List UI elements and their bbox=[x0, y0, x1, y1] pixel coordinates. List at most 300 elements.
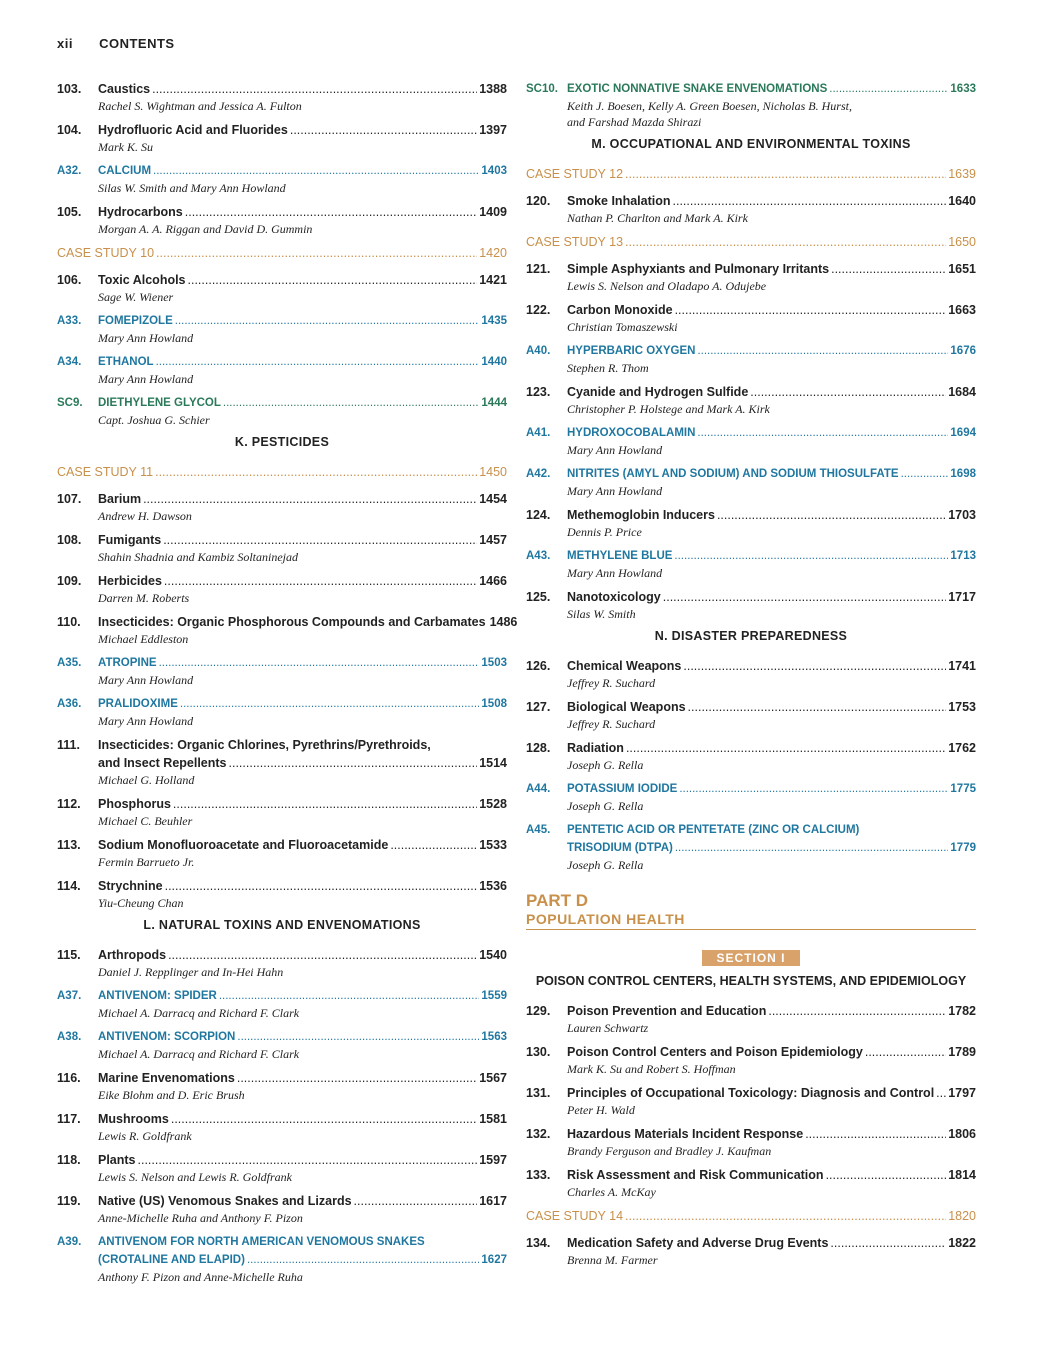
leader-dots bbox=[138, 1151, 478, 1169]
antidote-entry[interactable] bbox=[526, 465, 976, 499]
entry-line bbox=[57, 271, 507, 289]
antidote-entry[interactable] bbox=[57, 695, 507, 729]
entry-number: SC10. bbox=[526, 83, 558, 95]
leader-dots bbox=[152, 80, 477, 98]
entry-title[interactable]: Poison Control Centers and Poison Epidemiology bbox=[567, 1045, 863, 1059]
entry-authors: Mary Ann Howland bbox=[567, 566, 663, 580]
chapter-entry[interactable] bbox=[57, 271, 507, 305]
entry-title[interactable]: ANTIVENOM: SCORPION bbox=[98, 1031, 236, 1043]
entry-authors: Michael A. Darracq and Richard F. Clark bbox=[98, 1047, 300, 1061]
chapter-entry[interactable] bbox=[526, 1166, 976, 1200]
leader-dots bbox=[155, 463, 477, 481]
leader-dots bbox=[156, 353, 480, 371]
entry-number: A38. bbox=[57, 1031, 82, 1043]
entry-line bbox=[526, 383, 976, 401]
entry-authors: Jeffrey R. Suchard bbox=[567, 676, 656, 690]
entry-number: A44. bbox=[526, 783, 551, 795]
chapter-entry[interactable] bbox=[526, 1043, 976, 1077]
entry-title[interactable]: FOMEPIZOLE bbox=[98, 315, 173, 327]
chapter-entry[interactable] bbox=[526, 260, 976, 294]
entry-title[interactable]: ANTIVENOM: SPIDER bbox=[98, 990, 217, 1002]
entry-title[interactable]: Cyanide and Hydrogen Sulfide bbox=[567, 385, 749, 399]
leader-dots bbox=[768, 1002, 946, 1020]
entry-number: A37. bbox=[57, 990, 82, 1002]
entry-line bbox=[526, 301, 976, 319]
entry-authors: Rachel S. Wightman and Jessica A. Fulton bbox=[98, 99, 302, 113]
entry-title[interactable]: NITRITES (AMYL AND SODIUM) AND SODIUM THIOSULFATE bbox=[567, 468, 899, 480]
entry-line bbox=[526, 165, 976, 183]
chapter-entry[interactable] bbox=[57, 613, 518, 647]
entry-line bbox=[526, 1166, 976, 1184]
entry-title[interactable]: Biological Weapons bbox=[567, 700, 686, 714]
entry-line bbox=[526, 739, 976, 757]
entry-page-number: 1627 bbox=[481, 1254, 507, 1266]
antidote-entry[interactable] bbox=[57, 162, 507, 196]
entry-page-number: 1409 bbox=[479, 205, 507, 219]
entry-authors: Shahin Shadnia and Kambiz Soltaninejad bbox=[98, 550, 299, 564]
leader-dots bbox=[663, 588, 946, 606]
chapter-entry[interactable] bbox=[526, 1234, 976, 1268]
entry-page-number: 1775 bbox=[950, 783, 976, 795]
entry-line bbox=[57, 162, 507, 180]
part-label: PART D bbox=[526, 891, 589, 910]
entry-page-number: 1457 bbox=[479, 533, 507, 547]
chapter-entry[interactable] bbox=[526, 588, 976, 622]
entry-authors: Brenna M. Farmer bbox=[567, 1253, 658, 1267]
entry-page-number: 1684 bbox=[948, 385, 976, 399]
entry-page-number: 1741 bbox=[948, 659, 976, 673]
entry-authors: Mary Ann Howland bbox=[98, 673, 194, 687]
entry-number: 111. bbox=[57, 738, 80, 752]
antidote-entry[interactable] bbox=[526, 424, 976, 458]
entry-number: A41. bbox=[526, 427, 551, 439]
entry-page-number: 1454 bbox=[479, 492, 507, 506]
entry-title[interactable]: HYPERBARIC OXYGEN bbox=[567, 345, 696, 357]
entry-line bbox=[526, 1002, 976, 1020]
entry-number: 132. bbox=[526, 1127, 551, 1141]
entry-line bbox=[526, 424, 976, 442]
leader-dots bbox=[237, 1028, 479, 1046]
entry-title-first: Insecticides: Organic Chlorines, Pyrethrins/Pyrethroids, bbox=[98, 738, 431, 752]
entry-title[interactable]: Barium bbox=[98, 492, 142, 506]
section-heading: L. NATURAL TOXINS AND ENVENOMATIONS bbox=[143, 918, 421, 932]
case-study-entry[interactable] bbox=[57, 463, 507, 481]
entry-authors: Lauren Schwartz bbox=[567, 1021, 649, 1035]
entry-authors: Silas W. Smith and Mary Ann Howland bbox=[98, 181, 286, 195]
entry-page-number: 1814 bbox=[948, 1168, 976, 1182]
entry-page-number: 1421 bbox=[479, 273, 507, 287]
entry-number: 116. bbox=[57, 1071, 81, 1085]
entry-page-number: 1450 bbox=[479, 465, 507, 479]
entry-number: 121. bbox=[526, 262, 551, 276]
part-entries bbox=[526, 1002, 976, 1268]
entry-authors: Keith J. Boesen, Kelly A. Green Boesen, Nicholas B. Hurst, bbox=[567, 99, 852, 113]
entry-title[interactable]: CASE STUDY 10 bbox=[57, 246, 155, 260]
entry-number: 120. bbox=[526, 194, 551, 208]
entry-title[interactable]: ETHANOL bbox=[98, 356, 154, 368]
antidote-entry[interactable] bbox=[57, 312, 507, 346]
entry-title[interactable]: Carbon Monoxide bbox=[567, 303, 673, 317]
entry-title-line bbox=[526, 821, 976, 839]
special-consideration-entry[interactable] bbox=[526, 80, 976, 130]
chapter-entry[interactable] bbox=[57, 836, 507, 870]
leader-dots bbox=[625, 165, 946, 183]
entry-title[interactable]: Medication Safety and Adverse Drug Events bbox=[567, 1236, 829, 1250]
chapter-entry[interactable] bbox=[57, 1192, 507, 1226]
entry-page-number: 1753 bbox=[948, 700, 976, 714]
chapter-entry[interactable] bbox=[526, 506, 976, 540]
entry-title[interactable]: POTASSIUM IODIDE bbox=[567, 783, 678, 795]
entry-line bbox=[526, 839, 976, 857]
chapter-entry[interactable] bbox=[57, 946, 507, 980]
entry-page-number: 1503 bbox=[481, 657, 507, 669]
chapter-entry[interactable] bbox=[57, 1110, 507, 1144]
leader-dots bbox=[936, 1084, 946, 1102]
entry-title[interactable]: ATROPINE bbox=[98, 657, 157, 669]
entry-title[interactable]: HYDROXOCOBALAMIN bbox=[567, 427, 696, 439]
chapter-entry[interactable] bbox=[526, 301, 976, 335]
entry-line bbox=[57, 1028, 507, 1046]
entry-title[interactable]: TRISODIUM (DTPA) bbox=[567, 842, 673, 854]
entry-title[interactable]: PRALIDOXIME bbox=[98, 698, 178, 710]
entry-number: 117. bbox=[57, 1112, 81, 1126]
special-consideration-entry[interactable] bbox=[57, 394, 507, 428]
entry-title[interactable]: Chemical Weapons bbox=[567, 659, 682, 673]
entry-line bbox=[57, 946, 507, 964]
entry-title[interactable]: Nanotoxicology bbox=[567, 590, 661, 604]
entry-page-number: 1797 bbox=[948, 1086, 976, 1100]
entry-line bbox=[57, 836, 507, 854]
leader-dots bbox=[143, 490, 477, 508]
entry-page-number: 1633 bbox=[950, 83, 976, 95]
leader-dots bbox=[223, 394, 480, 412]
entry-title[interactable]: Smoke Inhalation bbox=[567, 194, 671, 208]
entry-line bbox=[57, 80, 507, 98]
entry-page-number: 1563 bbox=[481, 1031, 507, 1043]
leader-dots bbox=[175, 312, 480, 330]
entry-title[interactable]: Arthropods bbox=[98, 948, 167, 962]
entry-number: 119. bbox=[57, 1194, 81, 1208]
entry-authors: Michael C. Beuhler bbox=[98, 814, 193, 828]
entry-page-number: 1403 bbox=[481, 165, 507, 177]
leader-dots bbox=[750, 383, 946, 401]
entry-page-number: 1559 bbox=[481, 990, 507, 1002]
chapter-entry[interactable] bbox=[526, 739, 976, 773]
chapter-entry[interactable] bbox=[57, 531, 507, 565]
entry-title[interactable]: (CROTALINE AND ELAPID) bbox=[98, 1254, 245, 1266]
entry-title[interactable]: Sodium Monofluoroacetate and Fluoroacetamide bbox=[98, 838, 389, 852]
entry-title[interactable]: Strychnine bbox=[98, 879, 163, 893]
chapter-entry[interactable] bbox=[57, 1069, 507, 1103]
entry-authors: Sage W. Wiener bbox=[98, 290, 174, 304]
running-title: CONTENTS bbox=[99, 36, 175, 51]
entry-title[interactable]: Fumigants bbox=[98, 533, 162, 547]
section-badge: SECTION I bbox=[702, 950, 800, 966]
entry-title[interactable]: Herbicides bbox=[98, 574, 162, 588]
entry-authors: Mary Ann Howland bbox=[98, 714, 194, 728]
leader-dots bbox=[697, 342, 948, 360]
entry-page-number: 1388 bbox=[479, 82, 507, 96]
entry-number: 125. bbox=[526, 590, 551, 604]
entry-title[interactable]: EXOTIC NONNATIVE SNAKE ENVENOMATIONS bbox=[567, 83, 828, 95]
entry-page-number: 1466 bbox=[479, 574, 507, 588]
leader-dots bbox=[717, 506, 946, 524]
entry-line bbox=[526, 342, 976, 360]
entry-title[interactable]: Insecticides: Organic Phosphorous Compounds and Carbamates bbox=[98, 615, 486, 629]
entry-line bbox=[526, 547, 976, 565]
entry-number: 122. bbox=[526, 303, 551, 317]
entry-page-number: 1650 bbox=[948, 235, 976, 249]
entry-title[interactable]: Mushrooms bbox=[98, 1112, 169, 1126]
entry-title[interactable]: CASE STUDY 12 bbox=[526, 167, 624, 181]
entry-authors: Silas W. Smith bbox=[567, 607, 636, 621]
entry-line bbox=[526, 1084, 976, 1102]
antidote-entry[interactable] bbox=[57, 1233, 507, 1285]
entry-line bbox=[57, 1251, 507, 1269]
entry-number: 130. bbox=[526, 1045, 551, 1059]
entry-title[interactable]: Caustics bbox=[98, 82, 151, 96]
entry-number: A45. bbox=[526, 824, 551, 836]
entry-line bbox=[57, 531, 507, 549]
antidote-entry[interactable] bbox=[57, 654, 507, 688]
antidote-entry[interactable] bbox=[526, 342, 976, 376]
entry-title[interactable]: Native (US) Venomous Snakes and Lizards bbox=[98, 1194, 352, 1208]
section-heading: N. DISASTER PREPAREDNESS bbox=[654, 629, 848, 643]
antidote-entry[interactable] bbox=[57, 987, 507, 1021]
entry-number: 128. bbox=[526, 741, 551, 755]
entry-title[interactable]: Radiation bbox=[567, 741, 624, 755]
entry-page-number: 1540 bbox=[479, 948, 507, 962]
leader-dots bbox=[188, 271, 478, 289]
leader-dots bbox=[180, 695, 480, 713]
entry-line bbox=[57, 312, 507, 330]
entry-title[interactable]: CASE STUDY 11 bbox=[57, 465, 154, 479]
chapter-entry[interactable] bbox=[526, 698, 976, 732]
entry-line bbox=[526, 1234, 976, 1252]
entry-number: 129. bbox=[526, 1004, 551, 1018]
entry-line bbox=[57, 754, 507, 772]
antidote-entry[interactable] bbox=[526, 821, 976, 873]
entry-line bbox=[526, 506, 976, 524]
entry-authors: Morgan A. A. Riggan and David D. Gummin bbox=[98, 222, 313, 236]
entry-line bbox=[526, 1207, 976, 1225]
toc-left-column bbox=[57, 80, 518, 1292]
entry-authors: Christian Tomaszewski bbox=[567, 320, 678, 334]
entry-number: 127. bbox=[526, 700, 551, 714]
entry-title-line bbox=[57, 736, 507, 754]
entry-page-number: 1820 bbox=[948, 1209, 976, 1223]
entry-page-number: 1676 bbox=[950, 345, 976, 357]
chapter-entry[interactable] bbox=[526, 1084, 976, 1118]
entry-title-line bbox=[57, 1233, 507, 1251]
entry-authors: Mary Ann Howland bbox=[567, 484, 663, 498]
entry-page-number: 1762 bbox=[948, 741, 976, 755]
page-number: xii bbox=[57, 36, 73, 51]
toc-right-column bbox=[526, 80, 976, 1275]
chapter-entry[interactable] bbox=[57, 736, 507, 788]
entry-authors: Peter H. Wald bbox=[567, 1103, 635, 1117]
entry-line bbox=[57, 353, 507, 371]
chapter-entry[interactable] bbox=[57, 80, 507, 114]
page-header bbox=[57, 36, 175, 51]
entry-line bbox=[57, 394, 507, 412]
entry-page-number: 1533 bbox=[479, 838, 507, 852]
entry-number: A42. bbox=[526, 468, 551, 480]
entry-title[interactable]: Toxic Alcohols bbox=[98, 273, 186, 287]
leader-dots bbox=[688, 698, 947, 716]
entry-authors: Mark K. Su bbox=[98, 140, 153, 154]
leader-dots bbox=[826, 1166, 947, 1184]
chapter-entry[interactable] bbox=[57, 490, 507, 524]
entry-authors: Anne-Michelle Ruha and Anthony F. Pizon bbox=[98, 1211, 303, 1225]
entry-line bbox=[526, 657, 976, 675]
chapter-entry[interactable] bbox=[57, 1151, 507, 1185]
entry-line bbox=[526, 80, 976, 98]
chapter-entry[interactable] bbox=[57, 121, 507, 155]
entry-line bbox=[526, 780, 976, 798]
entry-authors: Dennis P. Price bbox=[567, 525, 642, 539]
chapter-entry[interactable] bbox=[526, 657, 976, 691]
entry-line bbox=[57, 1110, 507, 1128]
chapter-entry[interactable] bbox=[57, 877, 507, 911]
entry-number: 134. bbox=[526, 1236, 551, 1250]
entry-page-number: 1486 bbox=[489, 615, 518, 629]
entry-page-number: 1703 bbox=[948, 508, 976, 522]
entry-page-number: 1806 bbox=[948, 1127, 976, 1141]
leader-dots bbox=[673, 192, 947, 210]
entry-number: 106. bbox=[57, 273, 82, 287]
entry-page-number: 1397 bbox=[479, 123, 507, 137]
entry-line bbox=[57, 121, 507, 139]
entry-title[interactable]: Hydrocarbons bbox=[98, 205, 183, 219]
leader-dots bbox=[168, 946, 477, 964]
antidote-entry[interactable] bbox=[526, 547, 976, 581]
leader-dots bbox=[390, 836, 477, 854]
entry-page-number: 1651 bbox=[948, 262, 976, 276]
entry-title[interactable]: Phosphorus bbox=[98, 797, 171, 811]
entry-page-number: 1508 bbox=[481, 698, 507, 710]
entry-number: 114. bbox=[57, 879, 81, 893]
entry-page-number: 1639 bbox=[948, 167, 976, 181]
entry-page-number: 1782 bbox=[948, 1004, 976, 1018]
case-study-entry[interactable] bbox=[57, 244, 507, 262]
entry-authors: Mark K. Su and Robert S. Hoffman bbox=[567, 1062, 736, 1076]
chapter-entry[interactable] bbox=[57, 203, 507, 237]
case-study-entry[interactable] bbox=[526, 233, 976, 251]
entry-authors: Capt. Joshua G. Schier bbox=[98, 413, 210, 427]
leader-dots bbox=[831, 260, 946, 278]
entry-number: 133. bbox=[526, 1168, 551, 1182]
entry-number: 113. bbox=[57, 838, 81, 852]
leader-dots bbox=[185, 203, 477, 221]
entry-line bbox=[526, 465, 976, 483]
entry-page-number: 1779 bbox=[950, 842, 976, 854]
entry-title[interactable]: Marine Envenomations bbox=[98, 1071, 235, 1085]
chapter-entry[interactable] bbox=[526, 1125, 976, 1159]
antidote-entry[interactable] bbox=[57, 1028, 507, 1062]
chapter-entry[interactable] bbox=[526, 192, 976, 226]
entry-title[interactable]: Principles of Occupational Toxicology: Diagnosis and Control bbox=[567, 1086, 935, 1100]
entry-title[interactable]: DIETHYLENE GLYCOL bbox=[98, 397, 221, 409]
entry-number: SC9. bbox=[57, 397, 83, 409]
entry-line bbox=[526, 588, 976, 606]
leader-dots bbox=[625, 233, 946, 251]
entry-title[interactable]: Plants bbox=[98, 1153, 136, 1167]
entry-page-number: 1444 bbox=[481, 397, 507, 409]
entry-title[interactable]: Simple Asphyxiants and Pulmonary Irritants bbox=[567, 262, 830, 276]
entry-title[interactable]: and Insect Repellents bbox=[98, 756, 227, 770]
entry-page-number: 1597 bbox=[479, 1153, 507, 1167]
entry-title[interactable]: Hydrofluoric Acid and Fluorides bbox=[98, 123, 288, 137]
case-study-entry[interactable] bbox=[526, 165, 976, 183]
entry-line bbox=[57, 203, 507, 221]
entry-page-number: 1663 bbox=[948, 303, 976, 317]
entry-title[interactable]: Poison Prevention and Education bbox=[567, 1004, 767, 1018]
entry-title[interactable]: Methemoglobin Inducers bbox=[567, 508, 715, 522]
entry-line bbox=[57, 987, 507, 1005]
entry-authors: Lewis R. Goldfrank bbox=[98, 1129, 192, 1143]
leader-dots bbox=[171, 1110, 477, 1128]
entry-authors: Christopher P. Holstege and Mark A. Kirk bbox=[567, 402, 770, 416]
antidote-entry[interactable] bbox=[526, 780, 976, 814]
leader-dots bbox=[830, 1234, 946, 1252]
entry-page-number: 1694 bbox=[950, 427, 976, 439]
entry-number: 110. bbox=[57, 615, 81, 629]
entry-line bbox=[57, 877, 507, 895]
entry-authors: Anthony F. Pizon and Anne-Michelle Ruha bbox=[98, 1270, 303, 1284]
leader-dots bbox=[237, 1069, 477, 1087]
entry-line bbox=[57, 463, 507, 481]
part-d bbox=[526, 891, 976, 1268]
entry-title[interactable]: CASE STUDY 14 bbox=[526, 1209, 624, 1223]
entry-line bbox=[57, 695, 507, 713]
chapter-entry[interactable] bbox=[526, 1002, 976, 1036]
entry-title[interactable]: Risk Assessment and Risk Communication bbox=[567, 1168, 824, 1182]
chapter-entry[interactable] bbox=[57, 795, 507, 829]
entry-page-number: 1528 bbox=[479, 797, 507, 811]
entry-page-number: 1514 bbox=[479, 756, 507, 770]
entry-page-number: 1617 bbox=[479, 1194, 507, 1208]
entry-authors: Michael G. Holland bbox=[98, 773, 195, 787]
entry-page-number: 1789 bbox=[948, 1045, 976, 1059]
entry-authors: Joseph G. Rella bbox=[567, 758, 644, 772]
entry-line bbox=[526, 1125, 976, 1143]
leader-dots bbox=[626, 739, 946, 757]
section-title: POISON CONTROL CENTERS, HEALTH SYSTEMS, AND EPIDEMIOLOGY bbox=[535, 974, 967, 988]
case-study-entry[interactable] bbox=[526, 1207, 976, 1225]
antidote-entry[interactable] bbox=[57, 353, 507, 387]
entry-number: 109. bbox=[57, 574, 82, 588]
entry-authors: Nathan P. Charlton and Mark A. Kirk bbox=[567, 211, 748, 225]
entry-authors: Mary Ann Howland bbox=[98, 331, 194, 345]
leader-dots bbox=[697, 424, 948, 442]
entry-title[interactable]: CALCIUM bbox=[98, 165, 152, 177]
entry-title[interactable]: CASE STUDY 13 bbox=[526, 235, 624, 249]
entry-authors: Brandy Ferguson and Bradley J. Kaufman bbox=[567, 1144, 772, 1158]
chapter-entry[interactable] bbox=[526, 383, 976, 417]
entry-authors: Andrew H. Dawson bbox=[98, 509, 192, 523]
chapter-entry[interactable] bbox=[57, 572, 507, 606]
leader-dots bbox=[153, 162, 479, 180]
entry-authors: Mary Ann Howland bbox=[567, 443, 663, 457]
entry-title[interactable]: Hazardous Materials Incident Response bbox=[567, 1127, 804, 1141]
entry-title[interactable]: METHYLENE BLUE bbox=[567, 550, 673, 562]
entry-page-number: 1581 bbox=[479, 1112, 507, 1126]
entry-authors: Eike Blohm and D. Eric Brush bbox=[98, 1088, 245, 1102]
leader-dots bbox=[164, 572, 477, 590]
entry-authors: Jeffrey R. Suchard bbox=[567, 717, 656, 731]
entry-authors: Yiu-Cheung Chan bbox=[98, 896, 184, 910]
